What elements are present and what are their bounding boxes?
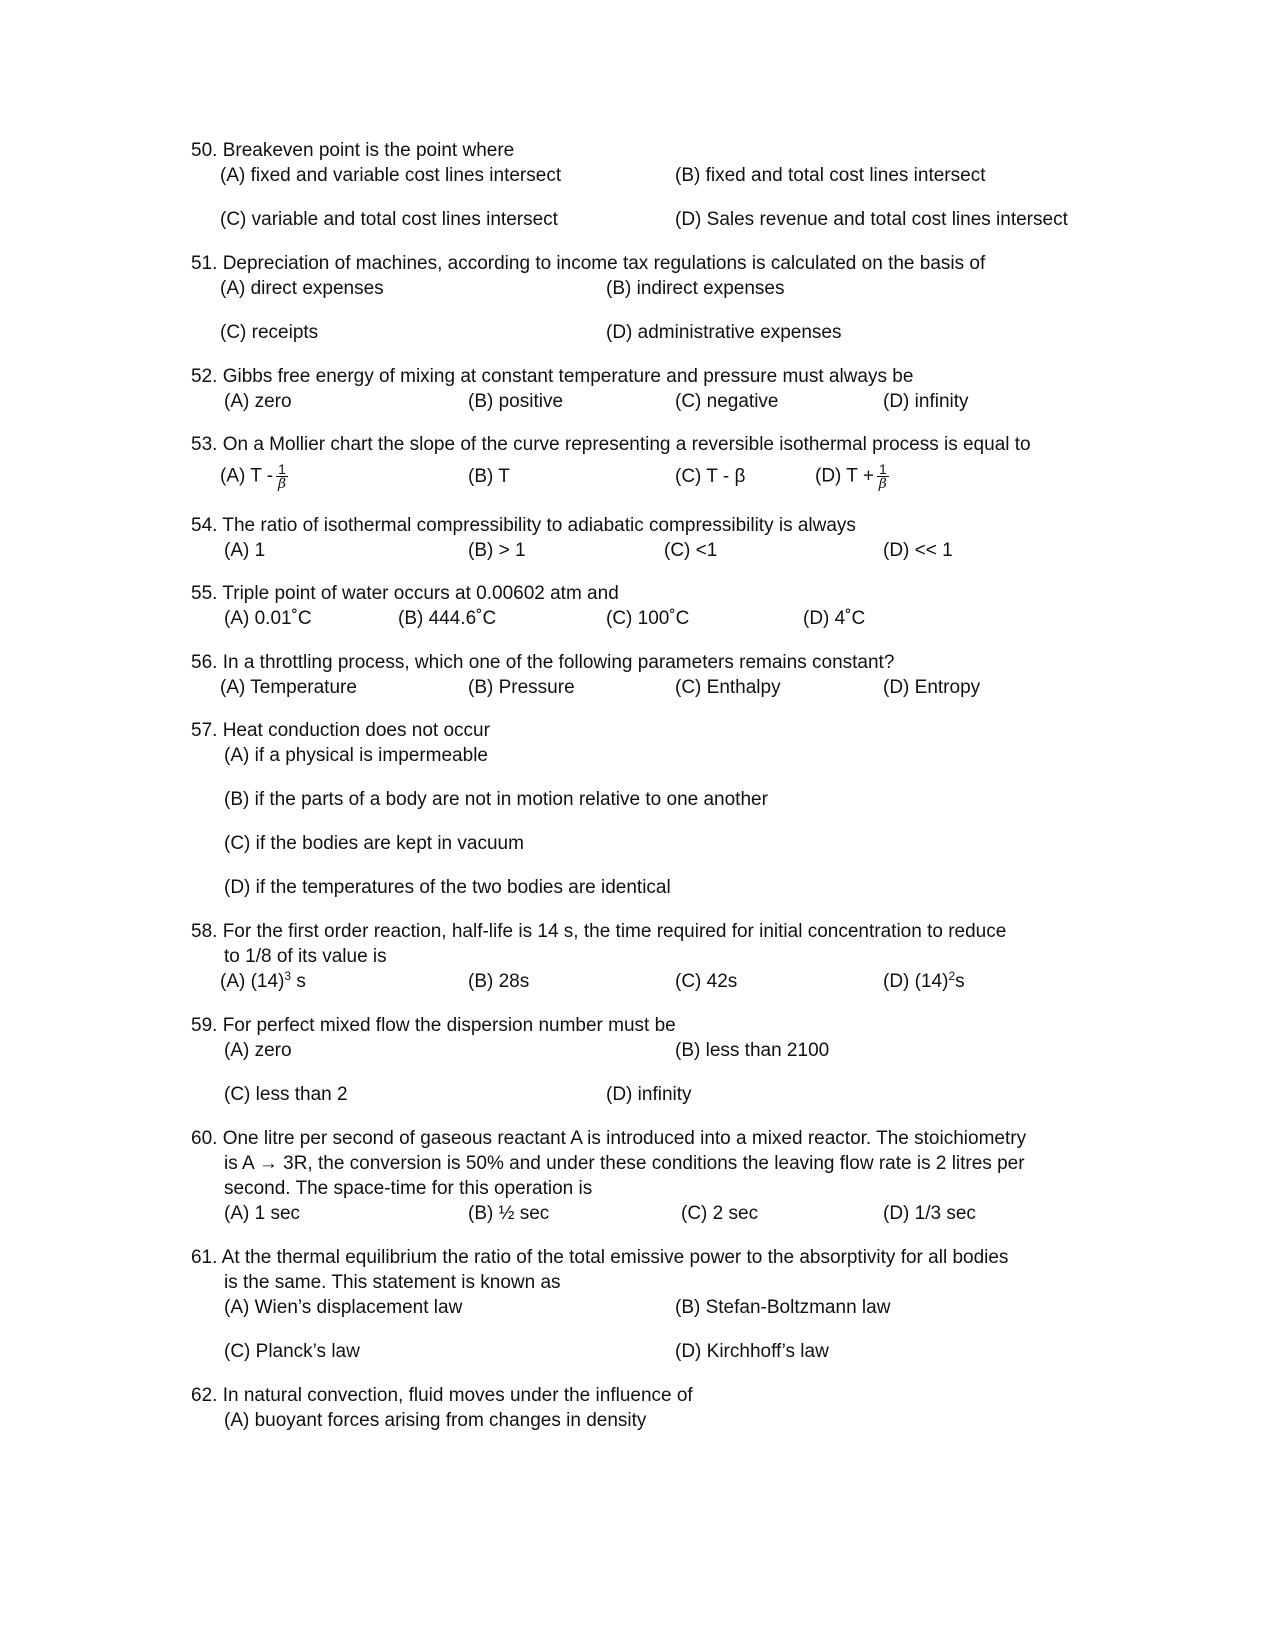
- fraction: [877, 462, 889, 491]
- question-57: [191, 719, 490, 743]
- fraction-denominator: β: [277, 476, 287, 492]
- q60-option-b: (B) ½ sec: [468, 1203, 550, 1224]
- question-56: [191, 651, 894, 675]
- fraction: [276, 462, 288, 491]
- question-number: 50.: [191, 140, 218, 161]
- question-text: Gibbs free energy of mixing at constant temperature and pressure must always be: [222, 366, 914, 387]
- question-number: 55.: [191, 583, 218, 604]
- q50-option-c: (C) variable and total cost lines intersect: [220, 209, 558, 230]
- question-60-continuation-1: is A → 3R, the conversion is 50% and under these conditions the leaving flow rate is 2 litres per: [224, 1153, 1025, 1174]
- option-text: (D) (14): [883, 971, 949, 992]
- q52-option-d: (D) infinity: [883, 391, 969, 412]
- question-50: [191, 139, 514, 163]
- q52-option-a: (A) zero: [224, 391, 292, 412]
- q52-option-c: (C) negative: [675, 391, 779, 412]
- question-52: [191, 365, 913, 389]
- fraction-numerator: 1: [278, 461, 286, 477]
- question-number: 61.: [191, 1247, 218, 1268]
- q60-option-c: (C) 2 sec: [681, 1203, 759, 1224]
- q59-option-a: (A) zero: [224, 1040, 292, 1061]
- question-58-continuation: to 1/8 of its value is: [224, 946, 387, 967]
- superscript: 3: [284, 969, 292, 983]
- question-number: 60.: [191, 1128, 218, 1149]
- q59-option-b: (B) less than 2100: [675, 1040, 830, 1061]
- question-text: For the first order reaction, half-life is 14 s, the time required for initial concentration to reduce: [222, 921, 1007, 942]
- question-60: [191, 1127, 1026, 1151]
- question-61: [191, 1246, 1008, 1270]
- q58-option-c: (C) 42s: [675, 971, 738, 992]
- option-text: (D) T +: [815, 465, 874, 487]
- q55-option-b: (B) 444.6˚C: [398, 608, 497, 629]
- q52-option-b: (B) positive: [468, 391, 564, 412]
- q61-option-c: (C) Planck’s law: [224, 1341, 360, 1362]
- question-54: [191, 514, 856, 538]
- q54-option-b: (B) > 1: [468, 540, 526, 561]
- question-text: In a throttling process, which one of the following parameters remains constant?: [222, 652, 895, 673]
- q53-option-d: [815, 462, 889, 491]
- q57-option-c: (C) if the bodies are kept in vacuum: [224, 833, 524, 854]
- question-text: Triple point of water occurs at 0.00602 atm and: [222, 583, 619, 604]
- q60-option-d: (D) 1/3 sec: [883, 1203, 976, 1224]
- q54-option-d: (D) << 1: [883, 540, 953, 561]
- question-text: Breakeven point is the point where: [222, 140, 515, 161]
- q51-option-d: (D) administrative expenses: [606, 322, 842, 343]
- question-number: 58.: [191, 921, 218, 942]
- q62-option-a: (A) buoyant forces arising from changes in density: [224, 1410, 647, 1431]
- question-text: The ratio of isothermal compressibility to adiabatic compressibility is always: [222, 515, 856, 536]
- q58-option-d: [883, 970, 965, 994]
- q61-option-d: (D) Kirchhoff’s law: [675, 1341, 829, 1362]
- question-number: 52.: [191, 366, 218, 387]
- q50-option-a: (A) fixed and variable cost lines intersect: [220, 165, 562, 186]
- q61-option-b: (B) Stefan-Boltzmann law: [675, 1297, 891, 1318]
- question-number: 59.: [191, 1015, 218, 1036]
- q56-option-d: (D) Entropy: [883, 677, 981, 698]
- q57-option-d: (D) if the temperatures of the two bodies are identical: [224, 877, 671, 898]
- q61-option-a: (A) Wien’s displacement law: [224, 1297, 463, 1318]
- question-text: For perfect mixed flow the dispersion number must be: [222, 1015, 676, 1036]
- q55-option-a: (A) 0.01˚C: [224, 608, 312, 629]
- question-text: On a Mollier chart the slope of the curve representing a reversible isothermal process is equal to: [222, 434, 1031, 455]
- question-51: [191, 252, 985, 276]
- question-text: Heat conduction does not occur: [222, 720, 490, 741]
- q54-option-a: (A) 1: [224, 540, 266, 561]
- option-unit: s: [291, 971, 306, 992]
- q54-option-c: (C) <1: [664, 540, 718, 561]
- q51-option-a: (A) direct expenses: [220, 278, 384, 299]
- q59-option-c: (C) less than 2: [224, 1084, 348, 1105]
- q58-option-b: (B) 28s: [468, 971, 530, 992]
- q60-option-a: (A) 1 sec: [224, 1203, 301, 1224]
- q53-option-b: (B) T: [468, 466, 510, 487]
- option-text: (A) (14): [220, 971, 285, 992]
- question-53: [191, 433, 1031, 457]
- superscript: 2: [948, 969, 956, 983]
- question-text: In natural convection, fluid moves under the influence of: [222, 1385, 693, 1406]
- question-number: 62.: [191, 1385, 218, 1406]
- q51-option-b: (B) indirect expenses: [606, 278, 785, 299]
- option-text: (A) T -: [220, 465, 274, 487]
- q51-option-c: (C) receipts: [220, 322, 319, 343]
- q53-option-c: (C) T - β: [675, 466, 746, 487]
- question-58: [191, 920, 1006, 944]
- q50-option-b: (B) fixed and total cost lines intersect: [675, 165, 986, 186]
- question-number: 53.: [191, 434, 218, 455]
- question-61-continuation: is the same. This statement is known as: [224, 1272, 561, 1293]
- question-text: Depreciation of machines, according to income tax regulations is calculated on the basis of: [222, 253, 986, 274]
- q50-option-d: (D) Sales revenue and total cost lines intersect: [675, 209, 1068, 230]
- option-unit: s: [955, 971, 965, 992]
- question-text: At the thermal equilibrium the ratio of the total emissive power to the absorptivity for all bodies: [221, 1247, 1009, 1268]
- question-number: 51.: [191, 253, 218, 274]
- q53-option-a: [220, 462, 288, 491]
- question-55: [191, 582, 619, 606]
- q55-option-d: (D) 4˚C: [803, 608, 866, 629]
- q57-option-b: (B) if the parts of a body are not in motion relative to one another: [224, 789, 768, 810]
- q56-option-b: (B) Pressure: [468, 677, 575, 698]
- q56-option-c: (C) Enthalpy: [675, 677, 781, 698]
- q58-option-a: [220, 970, 306, 994]
- q55-option-c: (C) 100˚C: [606, 608, 690, 629]
- q56-option-a: (A) Temperature: [220, 677, 357, 698]
- q57-option-a: (A) if a physical is impermeable: [224, 745, 488, 766]
- question-number: 56.: [191, 652, 218, 673]
- q59-option-d: (D) infinity: [606, 1084, 692, 1105]
- question-text: One litre per second of gaseous reactant A is introduced into a mixed reactor. The stoichiometry: [222, 1128, 1027, 1149]
- question-number: 54.: [191, 515, 218, 536]
- question-62: [191, 1384, 693, 1408]
- fraction-denominator: β: [878, 476, 887, 492]
- question-number: 57.: [191, 720, 218, 741]
- question-59: [191, 1014, 676, 1038]
- question-60-continuation-2: second. The space-time for this operation is: [224, 1178, 593, 1199]
- fraction-numerator: 1: [878, 461, 887, 477]
